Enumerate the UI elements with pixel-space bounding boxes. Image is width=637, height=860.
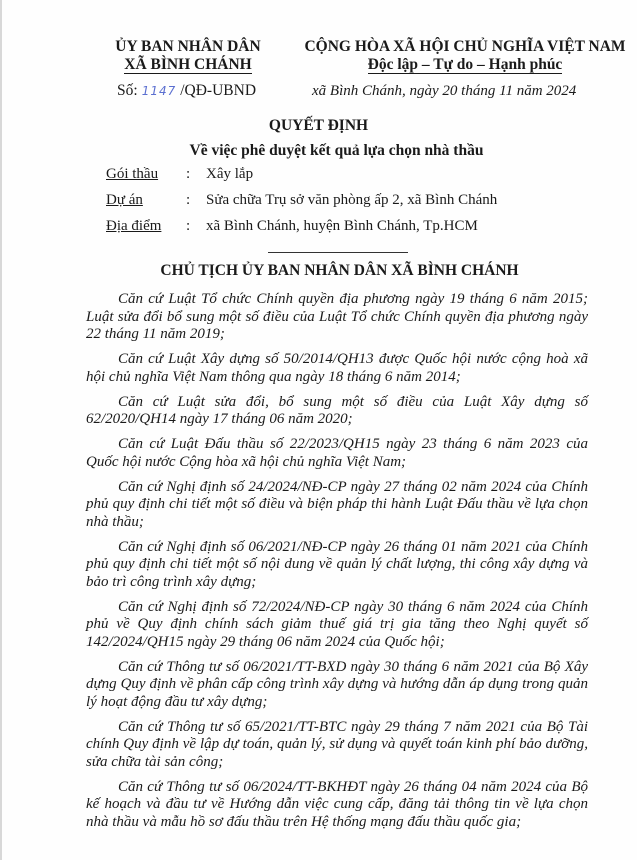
issuing-authority: CHỦ TỊCH ỦY BAN NHÂN DÂN XÃ BÌNH CHÁNH — [160, 262, 519, 279]
separator-line — [268, 252, 408, 253]
national-header — [300, 38, 630, 74]
meta-value: xã Bình Chánh, huyện Bình Chánh, Tp.HCM — [206, 218, 478, 234]
place-date: xã Bình Chánh, ngày 20 tháng 11 năm 2024 — [312, 83, 577, 99]
legal-basis-paragraph: Căn cứ Nghị định số 24/2024/NĐ-CP ngày 27 tháng 02 năm 2024 của Chính phủ quy định chi tiết một số điều và biện pháp thi hành Luật Đấu thầu về lựa chọn nhà thầu; — [86, 478, 588, 530]
meta-label: Địa điểm — [106, 218, 162, 234]
legal-basis-paragraph: Căn cứ Luật sửa đổi, bổ sung một số điều của Luật Xây dựng số 62/2020/QH14 ngày 17 tháng 06 năm 2020; — [86, 393, 588, 427]
meta-colon: : — [186, 218, 191, 234]
legal-basis-paragraph: Căn cứ Luật Tổ chức Chính quyền địa phương ngày 19 tháng 6 năm 2015; Luật sửa đổi bổ sung một số điều của Luật Tổ chức Chính quyền địa phương ngày 22 tháng 11 năm 2019; — [86, 291, 588, 342]
meta-colon: : — [186, 192, 191, 208]
legal-basis-paragraph: Căn cứ Luật Đấu thầu số 22/2023/QH15 ngày 23 tháng 6 năm 2023 của Quốc hội nước Cộng hòa xã hội chủ nghĩa Việt Nam; — [86, 436, 588, 470]
legal-basis — [86, 291, 588, 839]
legal-basis-paragraph: Căn cứ Luật Xây dựng số 50/2014/QH13 được Quốc hội nước cộng hoà xã hội chủ nghĩa Việt Nam thông qua ngày 18 tháng 6 năm 2014; — [86, 351, 588, 385]
org-name-line1: ỦY BAN NHÂN DÂN — [115, 38, 261, 55]
meta-colon: : — [186, 166, 191, 182]
issuing-organization — [104, 38, 272, 74]
nation-name: CỘNG HÒA XÃ HỘI CHỦ NGHĨA VIỆT NAM — [304, 38, 626, 55]
meta-label: Dự án — [106, 192, 143, 208]
legal-basis-paragraph: Căn cứ Thông tư số 06/2021/TT-BXD ngày 30 tháng 6 năm 2021 của Bộ Xây dựng Quy định về phân cấp công trình xây dựng và hướng dẫn áp dụng trong quản lý hoạt động đầu tư xây dựng; — [86, 658, 588, 710]
national-motto: Độc lập – Tự do – Hạnh phúc — [367, 56, 563, 73]
number-suffix: /QĐ-UBND — [180, 82, 257, 99]
meta-row-package — [106, 166, 253, 183]
document-number — [117, 82, 256, 100]
meta-row-project — [106, 192, 497, 209]
handwritten-number: 1147 — [141, 84, 177, 98]
meta-value: Sửa chữa Trụ sở văn phòng ấp 2, xã Bình Chánh — [206, 192, 498, 208]
meta-label: Gói thầu — [106, 166, 159, 182]
meta-value: Xây lắp — [206, 166, 254, 182]
legal-basis-paragraph: Căn cứ Nghị định số 72/2024/NĐ-CP ngày 30 tháng 6 năm 2024 của Chính phủ về Quy định chính sách giảm thuế giá trị gia tăng theo Nghị quyết số 142/2024/QH15 ngày 29 tháng 06 năm 2024 của Quốc hội; — [86, 598, 588, 650]
meta-row-location — [106, 218, 478, 235]
document-type: QUYẾT ĐỊNH — [268, 117, 369, 134]
number-prefix: Số: — [117, 82, 138, 99]
legal-basis-paragraph: Căn cứ Nghị định số 06/2021/NĐ-CP ngày 26 tháng 01 năm 2021 của Chính phủ quy định chi tiết một số nội dung về quản lý chất lượng, thi công xây dựng và bảo trì công trình xây dựng; — [86, 538, 588, 590]
document-subject: Về việc phê duyệt kết quả lựa chọn nhà thầu — [189, 142, 484, 159]
org-name-line2: XÃ BÌNH CHÁNH — [124, 56, 252, 73]
legal-basis-paragraph: Căn cứ Thông tư số 06/2024/TT-BKHĐT ngày 26 tháng 04 năm 2024 của Bộ kế hoạch và đầu tư về Hướng dẫn việc cung cấp, đăng tải thông tin về lựa chọn nhà thầu và mẫu hồ sơ đấu thầu trên Hệ thống mạng đấu thầu quốc gia; — [86, 778, 588, 830]
legal-basis-paragraph: Căn cứ Thông tư số 65/2021/TT-BTC ngày 29 tháng 7 năm 2021 của Bộ Tài chính Quy định về lập dự toán, quản lý, sử dụng và quyết toán kinh phí bảo dưỡng, sửa chữa tài sản công; — [86, 718, 588, 770]
